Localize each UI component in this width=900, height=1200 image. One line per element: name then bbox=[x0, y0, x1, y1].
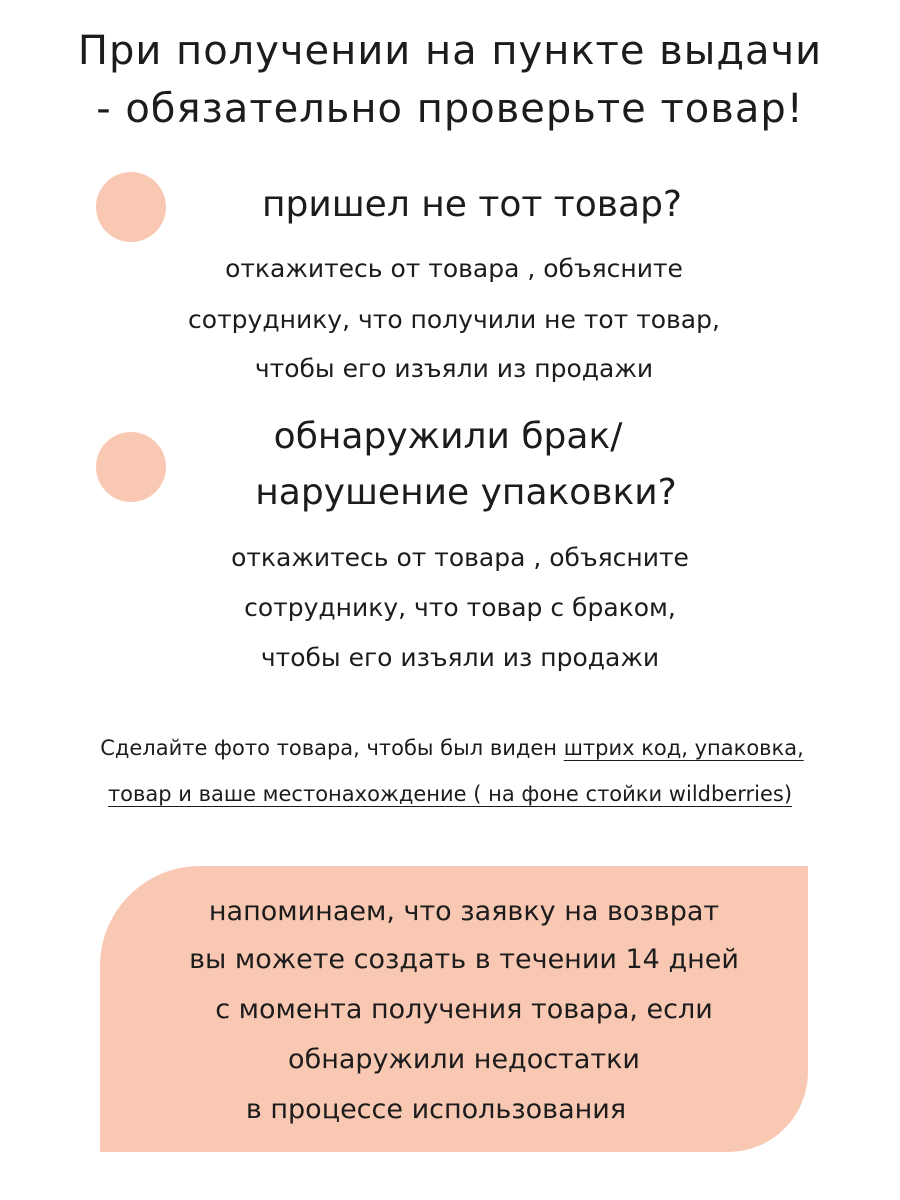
photo-note-underlined: штрих код, упаковка, bbox=[563, 736, 804, 760]
photo-note-line-2 bbox=[0, 782, 900, 806]
reminder-line: с момента получения товара, если bbox=[215, 994, 713, 1025]
section-body-line: откажитесь от товара , объясните bbox=[231, 543, 689, 572]
section-body-line: откажитесь от товара , объясните bbox=[225, 254, 683, 283]
section-body-line: сотруднику, что получили не тот товар, bbox=[188, 305, 720, 334]
title-line-1: При получении на пункте выдачи bbox=[77, 28, 823, 74]
section-body-line: чтобы его изъяли из продажи bbox=[254, 354, 654, 383]
reminder-line: обнаружили недостатки bbox=[288, 1044, 640, 1075]
photo-note-text: Сделайте фото товара, чтобы был виден bbox=[100, 736, 564, 760]
photo-note-line-1 bbox=[0, 736, 900, 760]
section-body-line: чтобы его изъяли из продажи bbox=[260, 643, 660, 672]
title-line-2: - обязательно проверьте товар! bbox=[96, 86, 804, 132]
reminder-line: в процессе использования bbox=[245, 1094, 627, 1125]
photo-note-underlined: товар и ваше местонахождение ( на фоне стойки wildberries) bbox=[107, 782, 793, 806]
reminder-line: напоминаем, что заявку на возврат bbox=[208, 896, 720, 927]
reminder-panel bbox=[100, 866, 808, 1152]
section-heading: пришел не тот товар? bbox=[261, 184, 683, 225]
section-heading: нарушение упаковки? bbox=[255, 472, 677, 513]
section-heading: обнаружили брак/ bbox=[273, 416, 623, 457]
section-body-line: сотруднику, что товар с браком, bbox=[244, 593, 676, 622]
reminder-line: вы можете создать в течении 14 дней bbox=[189, 944, 739, 975]
